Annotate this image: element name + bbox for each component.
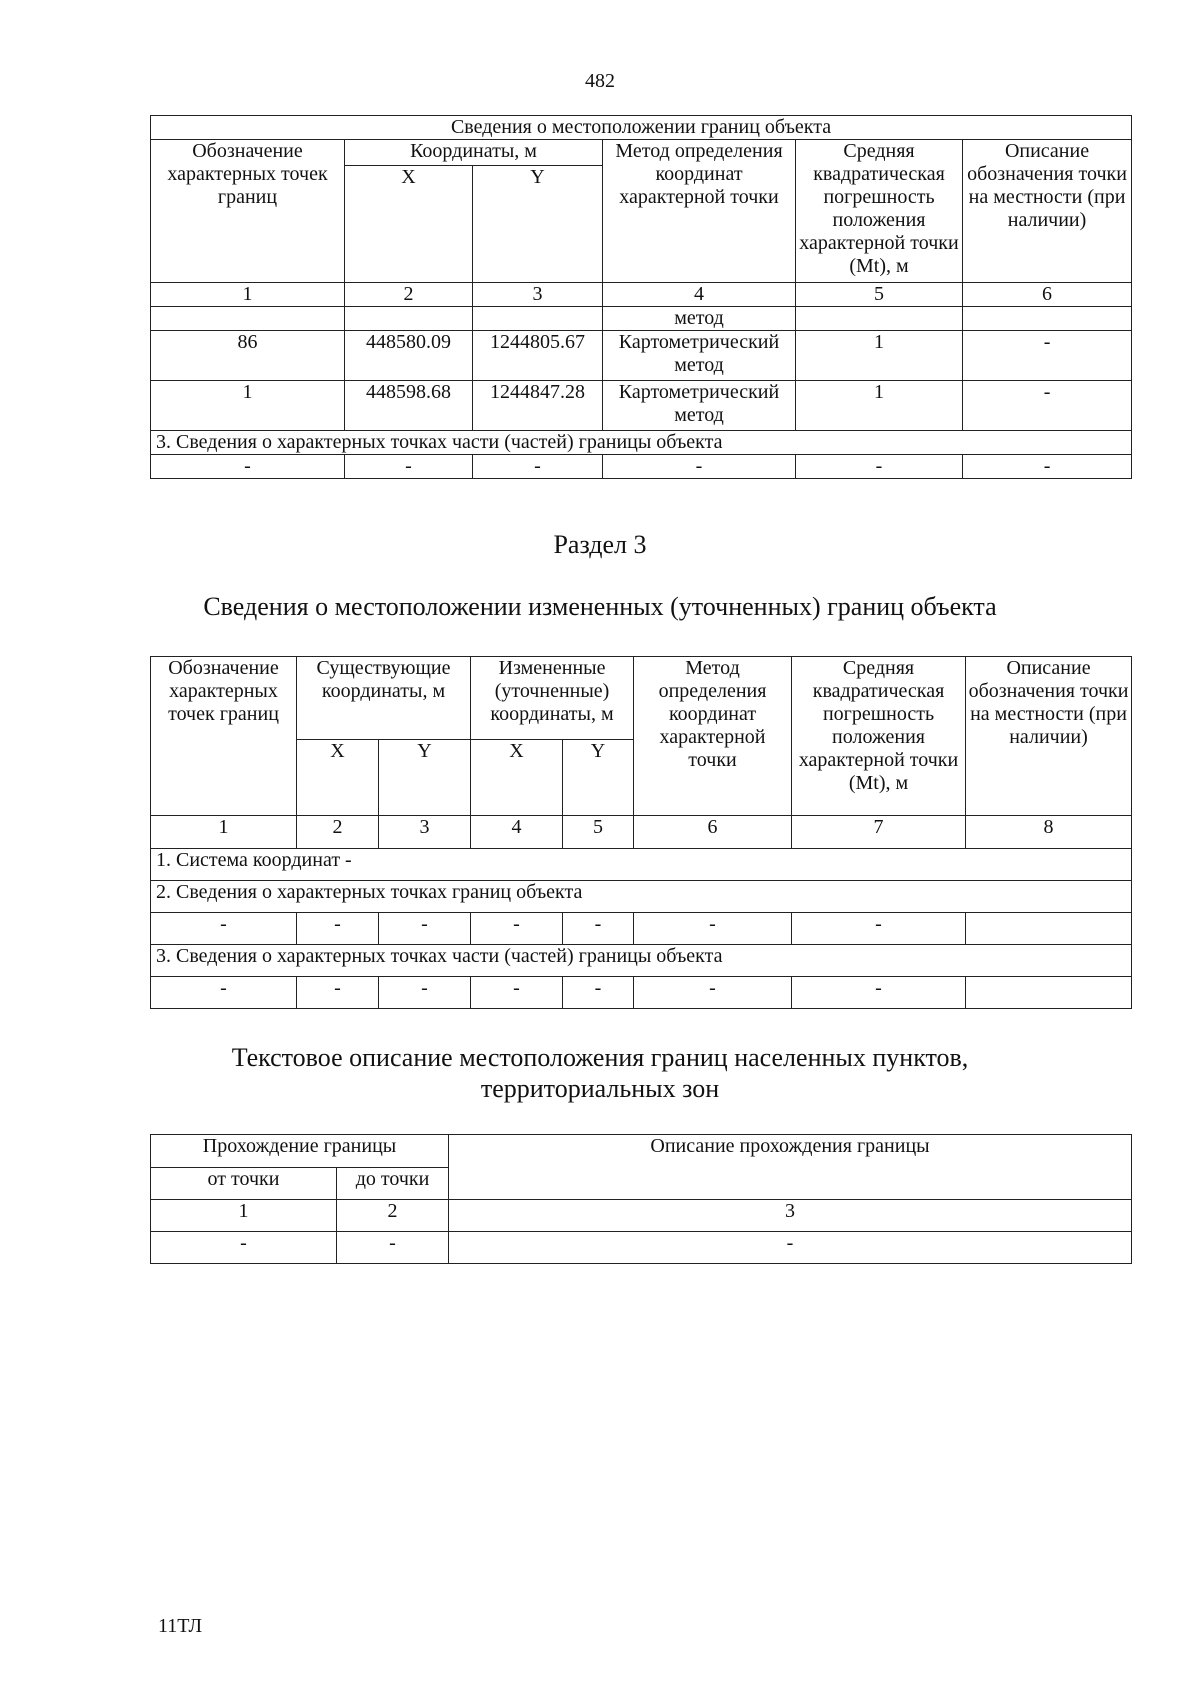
section-label-row — [151, 881, 1132, 913]
header-error: Средняя квадратическая погрешность положения характерной точки (Mt), м — [796, 140, 963, 283]
dash-cell: - — [634, 977, 792, 1009]
column-number: 3 — [449, 1200, 1132, 1232]
dash-cell: - — [792, 913, 966, 945]
dash-cell: - — [471, 913, 563, 945]
dash-cell: - — [345, 455, 473, 479]
header-changed-coordinates: Измененные (уточненные) координаты, м — [471, 657, 634, 740]
dash-cell: - — [473, 455, 603, 479]
column-number: 7 — [792, 816, 966, 849]
column-number: 2 — [345, 283, 473, 307]
header-description: Описание обозначения точки на местности (при наличии) — [963, 140, 1132, 283]
point-id: 1 — [151, 381, 345, 431]
column-number-row — [151, 283, 1132, 307]
dash-cell: - — [563, 977, 634, 1009]
section-subtitle: Сведения о местоположении измененных (уточненных) границ объекта — [203, 592, 997, 621]
point-description: - — [963, 381, 1132, 431]
dash-cell: - — [449, 1232, 1132, 1264]
text-description-title-line: территориальных зон — [480, 1074, 720, 1103]
header-passage-description: Описание прохождения границы — [449, 1135, 1132, 1200]
header-boundary-passage: Прохождение границы — [151, 1135, 449, 1168]
page-number: 482 — [585, 70, 615, 92]
coord-y: 1244847.28 — [473, 381, 603, 431]
error-value: 1 — [796, 331, 963, 381]
header-coordinates: Координаты, м — [345, 140, 603, 166]
dash-cell: - — [563, 913, 634, 945]
dash-cell: - — [634, 913, 792, 945]
text-description-title-line: Текстовое описание местоположения границ населенных пунктов, — [231, 1043, 969, 1072]
method: Картометрический метод — [603, 331, 796, 381]
continuation-row — [151, 307, 1132, 331]
table-row — [151, 455, 1132, 479]
point-description: - — [963, 331, 1132, 381]
column-number: 3 — [473, 283, 603, 307]
continuation-text: метод — [603, 307, 796, 331]
method: Картометрический метод — [603, 381, 796, 431]
column-number: 2 — [337, 1200, 449, 1232]
table-row — [151, 1232, 1132, 1264]
dash-cell: - — [297, 977, 379, 1009]
boundary-passage-table — [150, 1134, 1132, 1264]
dash-cell: - — [792, 977, 966, 1009]
section-label: 3. Сведения о характерных точках части (частей) границы объекта — [151, 431, 1132, 455]
section-title: Раздел 3 — [553, 530, 647, 559]
dash-cell: - — [963, 455, 1132, 479]
header-x: X — [297, 740, 379, 816]
header-description: Описание обозначения точки на местности (при наличии) — [966, 657, 1132, 816]
section-label: 3. Сведения о характерных точках части (частей) границы объекта — [151, 945, 1132, 977]
header-point-designation: Обозначение характерных точек границ — [151, 140, 345, 283]
table-title-row — [151, 116, 1132, 140]
dash-cell: - — [151, 977, 297, 1009]
header-method: Метод определения координат характерной точки — [603, 140, 796, 283]
header-x: X — [345, 166, 473, 283]
dash-cell: - — [297, 913, 379, 945]
header-row — [151, 140, 1132, 166]
header-point-designation: Обозначение характерных точек границ — [151, 657, 297, 816]
header-y: Y — [379, 740, 471, 816]
coord-y: 1244805.67 — [473, 331, 603, 381]
dash-cell: - — [151, 1232, 337, 1264]
column-number: 5 — [563, 816, 634, 849]
column-number: 5 — [796, 283, 963, 307]
header-to-point: до точки — [337, 1168, 449, 1200]
dash-cell: - — [337, 1232, 449, 1264]
dash-cell: - — [151, 913, 297, 945]
column-number: 1 — [151, 283, 345, 307]
header-method: Метод определения координат характерной точки — [634, 657, 792, 816]
point-id: 86 — [151, 331, 345, 381]
table-row — [151, 977, 1132, 1009]
header-from-point: от точки — [151, 1168, 337, 1200]
header-existing-coordinates: Существующие координаты, м — [297, 657, 471, 740]
column-number-row — [151, 1200, 1132, 1232]
header-x: X — [471, 740, 563, 816]
header-row — [151, 1135, 1132, 1168]
coord-x: 448598.68 — [345, 381, 473, 431]
coordinate-system-label: 1. Система координат - — [151, 849, 1132, 881]
column-number: 2 — [297, 816, 379, 849]
section-label: 2. Сведения о характерных точках границ объекта — [151, 881, 1132, 913]
column-number: 3 — [379, 816, 471, 849]
dash-cell: - — [379, 913, 471, 945]
section-label-row — [151, 431, 1132, 455]
column-number: 1 — [151, 816, 297, 849]
coord-x: 448580.09 — [345, 331, 473, 381]
boundary-location-table — [150, 115, 1132, 479]
dash-cell: - — [151, 455, 345, 479]
column-number-row — [151, 816, 1132, 849]
table-title: Сведения о местоположении границ объекта — [151, 116, 1132, 140]
column-number: 1 — [151, 1200, 337, 1232]
header-y: Y — [473, 166, 603, 283]
header-y: Y — [563, 740, 634, 816]
changed-boundary-table — [150, 656, 1132, 1009]
column-number: 6 — [963, 283, 1132, 307]
column-number: 6 — [634, 816, 792, 849]
text-description-title — [0, 1042, 1200, 1104]
dash-cell: - — [603, 455, 796, 479]
footer-code: 11ТЛ — [158, 1615, 203, 1637]
dash-cell: - — [379, 977, 471, 1009]
dash-cell: - — [796, 455, 963, 479]
column-number: 8 — [966, 816, 1132, 849]
error-value: 1 — [796, 381, 963, 431]
column-number: 4 — [471, 816, 563, 849]
section-label-row — [151, 945, 1132, 977]
header-row — [151, 657, 1132, 740]
column-number: 4 — [603, 283, 796, 307]
table-row — [151, 913, 1132, 945]
table-row — [151, 381, 1132, 431]
section-label-row — [151, 849, 1132, 881]
dash-cell: - — [471, 977, 563, 1009]
table-row — [151, 331, 1132, 381]
header-error: Средняя квадратическая погрешность положения характерной точки (Mt), м — [792, 657, 966, 816]
